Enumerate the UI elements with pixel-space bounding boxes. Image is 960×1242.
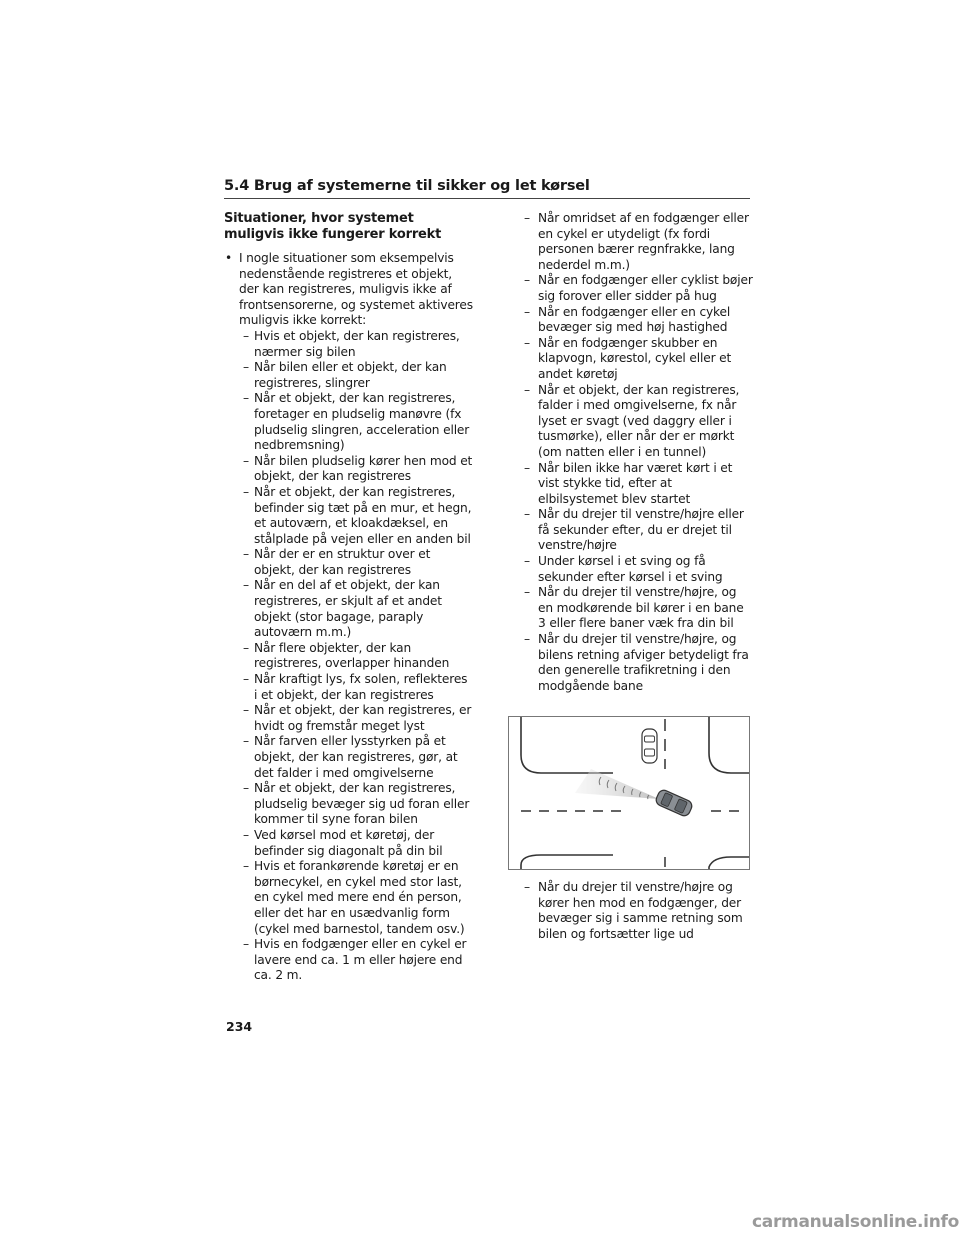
- list-item: – Under kørsel i et sving og få sekunder efter kørsel i et sving: [524, 554, 754, 585]
- left-condition-list: [224, 329, 474, 984]
- list-item: – Hvis et forankørende køretøj er en børnecykel, en cykel med stor last, en cykel med mere end én person, eller det har en usædvanlig form (cykel med barnestol, tandem osv.): [243, 859, 474, 937]
- list-item: – Når omridset af en fodgænger eller en cykel er utydeligt (fx fordi personen bærer regnfrakke, lang nederdel m.m.): [524, 211, 754, 273]
- list-item: – Når du drejer til venstre/højre, og en modkørende bil kører i en bane 3 eller flere baner væk fra din bil: [524, 585, 754, 632]
- list-item: – Når du drejer til venstre/højre, og bilens retning afviger betydeligt fra den generelle trafikretning i den modgående bane: [524, 632, 754, 694]
- list-item: – Når du drejer til venstre/højre eller få sekunder efter, du er drejet til venstre/højre: [524, 507, 754, 554]
- list-item: – Når en del af et objekt, der kan registreres, er skjult af et andet objekt (stor bagage, paraply autoværn m.m.): [243, 578, 474, 640]
- list-item: – Når et objekt, der kan registreres, befinder sig tæt på en mur, et hegn, et autoværn, et kloakdæksel, en stålplade på vejen eller en anden bil: [243, 485, 474, 547]
- list-item: – Når et objekt, der kan registreres, falder i med omgivelserne, fx når lyset er svagt (ved daggry eller i tusmørke), eller når der er mørkt (om natten eller i en tunnel): [524, 383, 754, 461]
- watermark: carmanualsonline.info: [752, 1212, 959, 1232]
- list-item: – Når du drejer til venstre/højre og kører hen mod en fodgænger, der bevæger sig i samme retning som bilen og fortsætter lige ud: [524, 880, 754, 942]
- list-item: – Når flere objekter, der kan registreres, overlapper hinanden: [243, 641, 474, 672]
- curb-bottom-left: [521, 855, 613, 869]
- list-item: – Når en fodgænger skubber en klapvogn, kørestol, cykel eller et andet køretøj: [524, 336, 754, 383]
- list-item: – Hvis en fodgænger eller en cykel er lavere end ca. 1 m eller højere end ca. 2 m.: [243, 937, 474, 984]
- list-item: – Når bilen ikke har været kørt i et vist stykke tid, efter at elbilsystemet blev startet: [524, 461, 754, 508]
- list-item: – Når bilen eller et objekt, der kan registreres, slingrer: [243, 360, 474, 391]
- oncoming-car: [642, 729, 657, 763]
- list-item: – Når farven eller lysstyrken på et objekt, der kan registreres, gør, at det falder i med omgivelserne: [243, 734, 474, 781]
- page-header: 5.4 Brug af systemerne til sikker og let kørsel: [224, 178, 750, 199]
- left-column: [224, 211, 474, 984]
- list-item: – Når bilen pludselig kører hen mod et objekt, der kan registreres: [243, 454, 474, 485]
- own-car: [654, 788, 693, 817]
- intersection-illustration: [509, 717, 749, 869]
- list-item: – Når der er en struktur over et objekt, der kan registreres: [243, 547, 474, 578]
- curb-bottom-right: [709, 857, 749, 869]
- curb-top-left: [521, 717, 613, 773]
- page-number: 234: [226, 1019, 253, 1034]
- list-item: – Ved kørsel mod et køretøj, der befinder sig diagonalt på din bil: [243, 828, 474, 859]
- list-item: – Når et objekt, der kan registreres, pludselig bevæger sig ud foran eller kommer til syne foran bilen: [243, 781, 474, 828]
- right-condition-list-continued: [524, 880, 754, 942]
- right-condition-list: [524, 211, 754, 694]
- bullet-marker: •: [225, 251, 233, 265]
- intersection-diagram: [508, 716, 750, 870]
- intro-text: I nogle situationer som eksempelvis nedenstående registreres et objekt, der kan registreres, muligvis ikke af frontsensorerne, og systemet aktiveres muligvis ikke korrekt:: [239, 251, 473, 328]
- list-item: – Når en fodgænger eller cyklist bøjer sig forover eller sidder på hug: [524, 273, 754, 304]
- list-item: – Hvis et objekt, der kan registreres, nærmer sig bilen: [243, 329, 474, 360]
- list-item: – Når kraftigt lys, fx solen, reflekteres i et objekt, der kan registreres: [243, 672, 474, 703]
- list-item: – Når et objekt, der kan registreres, er hvidt og fremstår meget lyst: [243, 703, 474, 734]
- right-column: [524, 211, 754, 694]
- list-item: – Når et objekt, der kan registreres, foretager en pludselig manøvre (fx pludselig slingren, acceleration eller nedbremsning): [243, 391, 474, 453]
- curb-top-right: [709, 717, 749, 773]
- right-column-continued: [524, 880, 754, 942]
- section-heading: Situationer, hvor systemet muligvis ikke fungerer korrekt: [224, 211, 442, 242]
- intro-bullet: [224, 251, 474, 329]
- list-item: – Når en fodgænger eller en cykel bevæger sig med høj hastighed: [524, 305, 754, 336]
